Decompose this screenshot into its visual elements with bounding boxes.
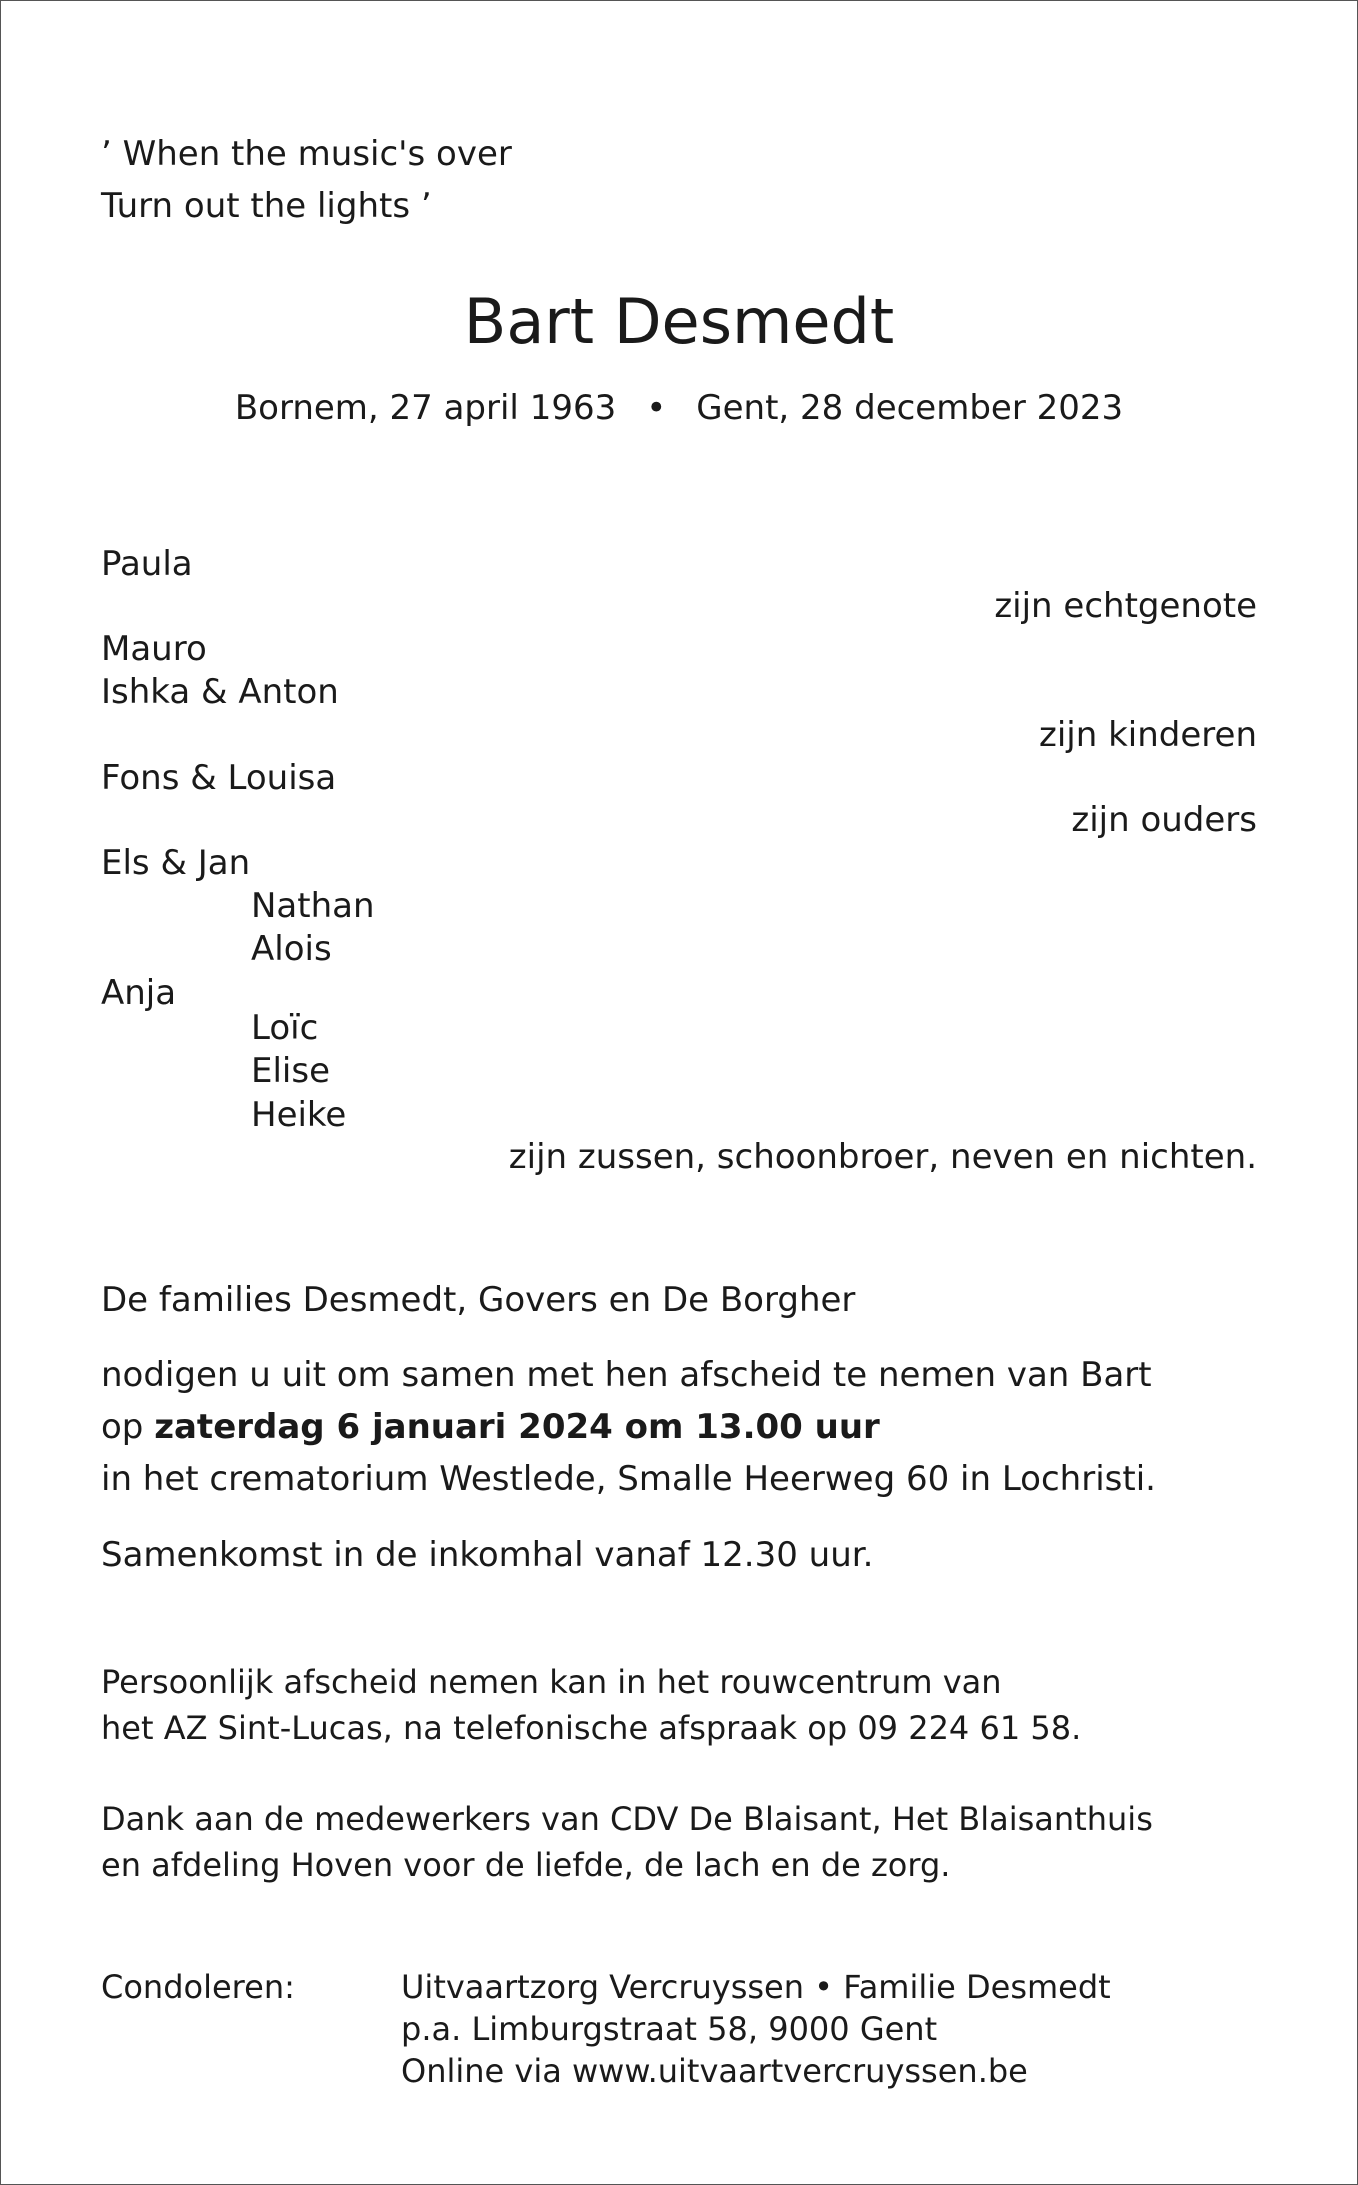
child-name: Ishka & Anton <box>101 672 339 712</box>
invitation-line-1: nodigen u uit om samen met hen afscheid te nemen van Bart <box>101 1355 1152 1395</box>
gathering-line: Samenkomst in de inkomhal vanaf 12.30 uur. <box>101 1535 874 1575</box>
deceased-name: Bart Desmedt <box>463 285 895 358</box>
ceremony-datetime: zaterdag 6 januari 2024 om 13.00 uur <box>154 1407 880 1447</box>
condolences-label: Condoleren: <box>101 1968 295 2006</box>
separator-dot: • <box>646 388 667 428</box>
nephew-niece-name: Nathan <box>251 886 375 926</box>
birth-date: Bornem, 27 april 1963 <box>234 388 617 428</box>
children-role: zijn kinderen <box>1039 715 1257 755</box>
child-name: Mauro <box>101 629 207 669</box>
death-date: Gent, 28 december 2023 <box>696 388 1124 428</box>
nephew-niece-name: Loïc <box>251 1008 319 1048</box>
personal-farewell-line-1: Persoonlijk afscheid nemen kan in het rouwcentrum van <box>101 1663 1002 1701</box>
families-line: De families Desmedt, Govers en De Borgher <box>101 1280 856 1320</box>
parents-names: Fons & Louisa <box>101 758 337 798</box>
condolences-address: p.a. Limburgstraat 58, 9000 Gent <box>401 2010 938 2048</box>
nephew-niece-name: Alois <box>251 929 332 969</box>
quote-line-1: ’ When the music's over <box>101 134 512 174</box>
life-dates <box>1 388 1357 428</box>
condolences-website: Online via www.uitvaartvercruyssen.be <box>401 2052 1028 2090</box>
thanks-line-2: en afdeling Hoven voor de liefde, de lach en de zorg. <box>101 1846 951 1884</box>
nephew-niece-name: Elise <box>251 1051 331 1091</box>
spouse-name: Paula <box>101 544 193 584</box>
parents-role: zijn ouders <box>1071 800 1257 840</box>
nephew-niece-name: Heike <box>251 1095 347 1135</box>
sibling-name: Anja <box>101 973 177 1013</box>
condolences-line-1: Uitvaartzorg Vercruyssen • Familie Desmedt <box>401 1968 1111 2006</box>
invitation-prefix: op <box>101 1407 155 1447</box>
spouse-role: zijn echtgenote <box>994 586 1257 626</box>
invitation-line-3: in het crematorium Westlede, Smalle Heerweg 60 in Lochristi. <box>101 1459 1156 1499</box>
siblings-role: zijn zussen, schoonbroer, neven en nichten. <box>508 1137 1257 1177</box>
quote-line-2: Turn out the lights ’ <box>101 186 432 226</box>
personal-farewell-line-2: het AZ Sint-Lucas, na telefonische afspraak op 09 224 61 58. <box>101 1709 1082 1747</box>
invitation-line-2 <box>101 1407 880 1447</box>
thanks-line-1: Dank aan de medewerkers van CDV De Blaisant, Het Blaisanthuis <box>101 1800 1153 1838</box>
sibling-name: Els & Jan <box>101 843 251 883</box>
